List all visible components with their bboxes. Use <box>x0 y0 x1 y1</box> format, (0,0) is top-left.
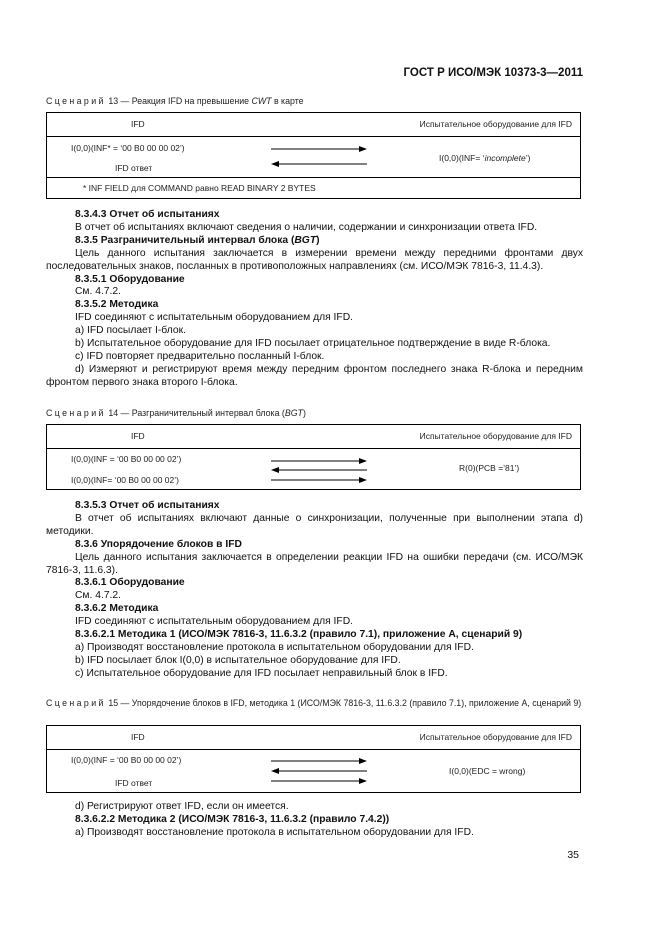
table-footnote: * INF FIELD для COMMAND равно READ BINARY 2 BYTES <box>83 183 316 193</box>
table-header-row <box>47 726 580 750</box>
list-item: d) Измеряют и регистрируют время между передним фронтом последнего знака R-блока и передним фронтом первого знака второго I-блока. <box>46 363 583 388</box>
section-heading-8-3-6-1: 8.3.6.1 Оборудование <box>75 577 185 589</box>
text-block-1 <box>46 209 583 390</box>
arrow-left-icon <box>271 466 367 474</box>
col-ifd: IFD <box>131 431 145 441</box>
col-test-equipment: Испытательное оборудование для IFD <box>419 431 572 441</box>
list-item: c) Испытательное оборудование для IFD посылает неправильный блок в IFD. <box>75 667 448 679</box>
scenario-13-caption <box>46 96 304 106</box>
col-test-equipment: Испытательное оборудование для IFD <box>419 119 572 129</box>
section-heading-8-3-6-2-2: 8.3.6.2.2 Методика 2 (ИСО/МЭК 7816-3, 11.6.3.2 (правило 7.4.2)) <box>75 813 390 825</box>
scenario-label: Сценарий <box>46 408 106 418</box>
msg-send-1: I(0,0)(INF = ‘00 B0 00 00 02’) <box>71 454 182 464</box>
list-item: a) Производят восстановление протокола в испытательном оборудовании для IFD. <box>75 826 474 838</box>
section-heading-8-3-5: 8.3.5 Разграничительный интервал блока (BGT) <box>75 234 320 246</box>
paragraph: В отчет об испытаниях включают сведения о наличии, содержании и синхронизации ответа IFD. <box>75 221 538 233</box>
scenario-caption-text: 14 — Разграничительный интервал блока ( <box>108 408 285 418</box>
arrow-left-icon <box>271 160 367 168</box>
table-footnote-row <box>47 178 580 198</box>
text-block-2 <box>46 500 583 681</box>
paragraph: См. 4.7.2. <box>75 590 121 602</box>
scenario-14-table <box>46 424 581 490</box>
list-item: d) Регистрируют ответ IFD, если он имеется. <box>75 801 289 812</box>
paragraph: IFD соединяют с испытательным оборудованием для IFD. <box>75 616 353 628</box>
scenario-label: Сценарий <box>46 698 106 708</box>
text-block-3 <box>46 801 583 840</box>
scenario-caption-tail: ) <box>302 408 306 418</box>
scenario-caption-tail: в карте <box>271 96 304 106</box>
section-heading-8-3-5-2: 8.3.5.2 Методика <box>75 299 159 311</box>
msg-send: I(0,0)(INF* = ‘00 B0 00 00 02’) <box>71 143 185 153</box>
table-row <box>47 137 580 178</box>
msg-reply: I(0,0)(EDC = wrong) <box>449 766 526 776</box>
arrow-right-icon <box>271 145 367 153</box>
scenario-caption-text: 13 — Реакция IFD на превышение <box>108 96 252 106</box>
msg-answer: IFD ответ <box>115 778 153 788</box>
scenario-caption-text: 15 — Упорядочение блоков в IFD, методика 1 (ИСО/МЭК 7816-3, 11.6.3.2 (правило 7.1), приложение А, сценарий 9) <box>108 698 582 708</box>
section-heading-8-3-5-1: 8.3.5.1 Оборудование <box>75 273 185 285</box>
scenario-14-caption <box>46 408 306 418</box>
section-heading-8-3-6-2: 8.3.6.2 Методика <box>75 603 159 615</box>
arrow-right-icon <box>271 757 367 765</box>
section-heading-8-3-5-3: 8.3.5.3 Отчет об испытаниях <box>75 500 220 511</box>
list-item: c) IFD повторяет предварительно посланный I-блок. <box>75 350 325 362</box>
msg-reply: R(0)(PCB =’81’) <box>459 463 520 473</box>
scenario-caption-italic: CWT <box>251 96 272 106</box>
scenario-15-caption <box>46 697 583 709</box>
page-number: 35 <box>567 849 579 861</box>
paragraph: Цель данного испытания заключается в определении реакции IFD на ошибки передачи (см. ИСО/МЭК 7816-3, 11.6.3). <box>46 551 583 576</box>
section-heading-8-3-6-2-1: 8.3.6.2.1 Методика 1 (ИСО/МЭК 7816-3, 11.6.3.2 (правило 7.1), приложение А, сценарий 9) <box>75 629 523 641</box>
paragraph: Цель данного испытания заключается в измерении времени между передними фронтами двух последовательных знаков, посланных в противоположных направлениях (см. ИСО/МЭК 7816-3, 11.4.3). <box>46 247 583 272</box>
scenario-13-table <box>46 112 581 199</box>
table-row <box>47 750 580 792</box>
section-heading-8-3-4-3: 8.3.4.3 Отчет об испытаниях <box>75 209 220 220</box>
msg-send-2: I(0,0)(INF= ‘00 B0 00 00 02’) <box>71 475 179 485</box>
table-row <box>47 449 580 489</box>
msg-send: I(0,0)(INF = ‘00 B0 00 00 02’) <box>71 755 182 765</box>
arrow-left-icon <box>271 767 367 775</box>
list-item: a) Производят восстановление протокола в испытательном оборудовании для IFD. <box>75 641 474 653</box>
msg-answer: IFD ответ <box>115 163 153 173</box>
list-item: b) IFD посылает блок I(0,0) в испытательное оборудование для IFD. <box>75 654 401 666</box>
list-item: a) IFD посылает I-блок. <box>75 325 186 337</box>
paragraph: В отчет об испытаниях включают данные о синхронизации, полученные при выполнении этапа d) методики. <box>46 512 583 537</box>
scenario-caption-italic: BGT <box>284 408 303 418</box>
table-header-row <box>47 113 580 137</box>
col-ifd: IFD <box>131 119 145 129</box>
arrow-right-icon <box>271 457 367 465</box>
arrow-right-icon <box>271 777 367 785</box>
msg-reply: I(0,0)(INF= ‘incomplete’) <box>439 153 531 163</box>
col-ifd: IFD <box>131 732 145 742</box>
arrow-right-icon <box>271 476 367 484</box>
section-heading-8-3-6: 8.3.6 Упорядочение блоков в IFD <box>75 538 242 550</box>
scenario-label: Сценарий <box>46 96 106 106</box>
standard-header: ГОСТ Р ИСО/МЭК 10373-3—2011 <box>403 67 583 79</box>
table-header-row <box>47 425 580 449</box>
col-test-equipment: Испытательное оборудование для IFD <box>419 732 572 742</box>
list-item: b) Испытательное оборудование для IFD посылает отрицательное подтверждение в виде R-блока. <box>75 338 551 350</box>
paragraph: См. 4.7.2. <box>75 286 121 298</box>
paragraph: IFD соединяют с испытательным оборудованием для IFD. <box>75 312 353 324</box>
scenario-15-table <box>46 725 581 793</box>
